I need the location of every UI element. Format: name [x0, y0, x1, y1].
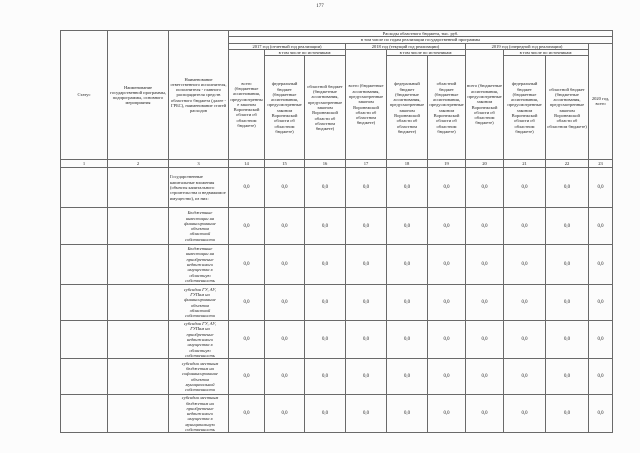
- total-2018-header: всего (бюджетные ассигнования, предусмотренные законом Воронежской области об областном бюджете): [346, 49, 387, 159]
- value-cell: 0,0: [589, 245, 613, 285]
- sources-2017-header: в том числе по источникам:: [265, 49, 346, 55]
- status-cell: [61, 395, 108, 433]
- value-cell: 0,0: [428, 395, 466, 433]
- program-cell: [108, 245, 169, 285]
- value-cell: 0,0: [265, 395, 305, 433]
- value-cell: 0,0: [589, 395, 613, 433]
- value-cell: 0,0: [346, 285, 387, 321]
- value-cell: 0,0: [387, 359, 428, 395]
- value-cell: 0,0: [305, 168, 346, 208]
- value-cell: 0,0: [229, 321, 265, 359]
- column-number-cell: 3: [169, 160, 229, 168]
- value-cell: 0,0: [589, 208, 613, 245]
- value-cell: 0,0: [305, 285, 346, 321]
- table-row: [61, 168, 613, 208]
- program-cell: [108, 321, 169, 359]
- value-cell: 0,0: [387, 168, 428, 208]
- expense-item-cell: субсидии ГУ, АУ, ГУПам на приобретение недвижимого имущества в областную собственность: [169, 321, 229, 359]
- value-cell: 0,0: [546, 321, 589, 359]
- expense-item-cell: Бюджетные инвестиции на приобретение недвижимого имущества в областную собственность: [169, 245, 229, 285]
- value-cell: 0,0: [229, 208, 265, 245]
- sources-2019-header: в том числе по источникам:: [504, 49, 589, 55]
- status-cell: [61, 359, 108, 395]
- value-cell: 0,0: [229, 359, 265, 395]
- status-cell: [61, 285, 108, 321]
- program-cell: [108, 395, 169, 433]
- value-cell: 0,0: [546, 359, 589, 395]
- value-cell: 0,0: [265, 285, 305, 321]
- value-cell: 0,0: [265, 168, 305, 208]
- table-row: [61, 359, 613, 395]
- regional-2018-header: областной бюджет (бюджетные ассигнования, предусмотренные законом Воронежской области об областном бюджете): [428, 56, 466, 160]
- program-cell: [108, 285, 169, 321]
- column-number-cell: 19: [428, 160, 466, 168]
- regional-2019-header: областной бюджет (бюджетные ассигнования, предусмотренные законом Воронежской области об областном бюджете): [546, 56, 589, 160]
- program-header: Наименование государственной программы, подпрограммы, основного мероприятия: [108, 31, 169, 160]
- federal-2017-header: федеральный бюджет (бюджетные ассигнования, предусмотренные законом Воронежской области об областном бюджете): [265, 56, 305, 160]
- value-cell: 0,0: [466, 245, 504, 285]
- table-row: [61, 285, 613, 321]
- value-cell: 0,0: [229, 245, 265, 285]
- column-number-cell: 20: [466, 160, 504, 168]
- federal-2018-header: федеральный бюджет (бюджетные ассигнования, предусмотренные законом Воронежской области об областном бюджете): [387, 56, 428, 160]
- status-cell: [61, 321, 108, 359]
- table-body: [61, 168, 613, 433]
- value-cell: 0,0: [305, 321, 346, 359]
- value-cell: 0,0: [387, 321, 428, 359]
- column-number-cell: 23: [589, 160, 613, 168]
- value-cell: 0,0: [305, 208, 346, 245]
- status-cell: [61, 168, 108, 208]
- value-cell: 0,0: [504, 395, 546, 433]
- value-cell: 0,0: [428, 285, 466, 321]
- value-cell: 0,0: [229, 285, 265, 321]
- value-cell: 0,0: [589, 359, 613, 395]
- expense-item-cell: Государственные капитальные вложения (объекты капитального строительства и недвижимое имущество), из них:: [169, 168, 229, 208]
- value-cell: 0,0: [466, 168, 504, 208]
- by-years-header: в том числе по годам реализации государственной программы: [229, 37, 613, 43]
- total-2017-header: всего (бюджетные ассигнования, предусмотренные законом Воронежской области об областном бюджете): [229, 49, 265, 159]
- value-cell: 0,0: [387, 245, 428, 285]
- year-2017-header: 2017 год (отчетный год реализации): [229, 43, 346, 49]
- year-2019-header: 2019 год (очередной год реализации): [466, 43, 589, 49]
- total-2019-header: всего (бюджетные ассигнования, предусмотренные законом Воронежской области об областном бюджете): [466, 49, 504, 159]
- value-cell: 0,0: [346, 208, 387, 245]
- value-cell: 0,0: [546, 245, 589, 285]
- value-cell: 0,0: [466, 285, 504, 321]
- status-cell: [61, 208, 108, 245]
- program-cell: [108, 359, 169, 395]
- table-row: [61, 245, 613, 285]
- column-number-cell: 2: [108, 160, 169, 168]
- value-cell: 0,0: [305, 245, 346, 285]
- expense-item-cell: субсидии местным бюджетам на софинансирование объектов муниципальной собственности: [169, 359, 229, 395]
- value-cell: 0,0: [466, 208, 504, 245]
- column-number-cell: 18: [387, 160, 428, 168]
- column-number-cell: 1: [61, 160, 108, 168]
- value-cell: 0,0: [229, 168, 265, 208]
- value-cell: 0,0: [504, 168, 546, 208]
- value-cell: 0,0: [265, 321, 305, 359]
- value-cell: 0,0: [305, 359, 346, 395]
- value-cell: 0,0: [346, 321, 387, 359]
- value-cell: 0,0: [504, 321, 546, 359]
- value-cell: 0,0: [589, 168, 613, 208]
- value-cell: 0,0: [546, 168, 589, 208]
- value-cell: 0,0: [346, 395, 387, 433]
- value-cell: 0,0: [265, 245, 305, 285]
- table-row: [61, 395, 613, 433]
- value-cell: 0,0: [387, 285, 428, 321]
- value-cell: 0,0: [229, 395, 265, 433]
- value-cell: 0,0: [346, 168, 387, 208]
- value-cell: 0,0: [504, 208, 546, 245]
- column-number-cell: 22: [546, 160, 589, 168]
- value-cell: 0,0: [546, 285, 589, 321]
- table-row: [61, 208, 613, 245]
- sources-2018-header: в том числе по источникам:: [387, 49, 466, 55]
- value-cell: 0,0: [305, 395, 346, 433]
- value-cell: 0,0: [428, 359, 466, 395]
- executor-header: Наименование ответственного исполнителя, исполнителя - главного распорядителя средств областного бюджета (далее - ГРБС), наименование статей расходов: [169, 31, 229, 160]
- value-cell: 0,0: [428, 245, 466, 285]
- expense-item-cell: субсидии местным бюджетам на приобретение недвижимого имущества в муниципальную собственность: [169, 395, 229, 433]
- value-cell: 0,0: [589, 285, 613, 321]
- value-cell: 0,0: [346, 359, 387, 395]
- value-cell: 0,0: [546, 208, 589, 245]
- program-cell: [108, 208, 169, 245]
- column-number-cell: 21: [504, 160, 546, 168]
- status-cell: [61, 245, 108, 285]
- value-cell: 0,0: [265, 359, 305, 395]
- value-cell: 0,0: [428, 208, 466, 245]
- value-cell: 0,0: [466, 321, 504, 359]
- value-cell: 0,0: [546, 395, 589, 433]
- budget-title-header: Расходы областного бюджета, тыс. руб.: [229, 31, 613, 37]
- column-number-row: [61, 160, 613, 168]
- federal-2019-header: федеральный бюджет (бюджетные ассигнования, предусмотренные законом Воронежской области об областном бюджете): [504, 56, 546, 160]
- value-cell: 0,0: [504, 359, 546, 395]
- column-number-cell: 16: [305, 160, 346, 168]
- table-header: [61, 31, 613, 168]
- value-cell: 0,0: [466, 395, 504, 433]
- program-cell: [108, 168, 169, 208]
- value-cell: 0,0: [346, 245, 387, 285]
- expense-item-cell: Бюджетные инвестиции на финансирование объектов областной собственности: [169, 208, 229, 245]
- column-number-cell: 17: [346, 160, 387, 168]
- value-cell: 0,0: [387, 395, 428, 433]
- column-number-cell: 15: [265, 160, 305, 168]
- expense-item-cell: субсидии ГУ, АУ, ГУПам на финансирование объектов областной собственности: [169, 285, 229, 321]
- year-2018-header: 2018 год (текущий год реализации): [346, 43, 466, 49]
- value-cell: 0,0: [428, 321, 466, 359]
- regional-2017-header: областной бюджет (бюджетные ассигнования, предусмотренные законом Воронежской области об областном бюджете): [305, 56, 346, 160]
- status-header: Статус: [61, 31, 108, 160]
- value-cell: 0,0: [428, 168, 466, 208]
- column-number-cell: 14: [229, 160, 265, 168]
- value-cell: 0,0: [589, 321, 613, 359]
- value-cell: 0,0: [387, 208, 428, 245]
- value-cell: 0,0: [504, 285, 546, 321]
- value-cell: 0,0: [265, 208, 305, 245]
- value-cell: 0,0: [466, 359, 504, 395]
- table-row: [61, 321, 613, 359]
- year-2020-total-header: 2020 год, всего: [589, 43, 613, 160]
- page-number: 177: [316, 4, 324, 9]
- value-cell: 0,0: [504, 245, 546, 285]
- budget-table: [60, 30, 613, 433]
